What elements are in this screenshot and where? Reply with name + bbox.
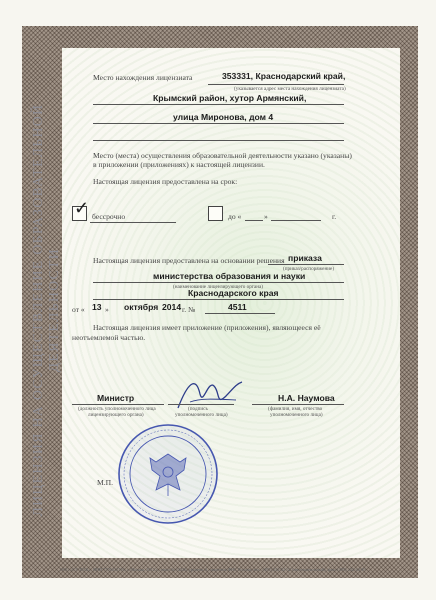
checkmark-icon: ✓ — [74, 198, 90, 218]
term-unlimited-label: бессрочно — [92, 212, 126, 221]
signature-underline — [168, 404, 234, 405]
basis-date-prefix: от « — [72, 305, 85, 314]
term-until-quote: » — [264, 212, 268, 221]
basis-doc-type: приказа — [288, 253, 322, 263]
stamp-place-mark: М.П. — [97, 478, 114, 487]
basis-day: 13 — [92, 302, 102, 312]
official-stamp — [116, 422, 220, 526]
basis-authority2: Краснодарского края — [188, 288, 279, 298]
location-underline1 — [208, 84, 344, 85]
term-until-year: г. — [332, 212, 337, 221]
location-line2: Крымский район, хутор Армянский, — [153, 93, 307, 103]
sign-caption1: (подпись — [188, 406, 208, 412]
signer-position: Министр — [97, 393, 135, 403]
basis-doc-underline — [268, 264, 344, 265]
location-label: Место нахождения лицензиата — [93, 73, 193, 82]
term-until-label: до « — [228, 212, 242, 221]
location-underline2 — [93, 104, 344, 105]
position-caption1: (должность уполномоченного лица — [78, 406, 156, 412]
basis-month: октября — [124, 302, 159, 312]
position-underline — [72, 404, 164, 405]
basis-number-underline — [205, 313, 275, 314]
basis-authority-underline1 — [93, 282, 344, 283]
basis-label: Настоящая лицензия предоставлена на основании решения — [93, 256, 285, 265]
location-caption: (указывается адрес места нахождения лицензиата) — [234, 86, 346, 92]
name-caption1: (фамилия, имя, отчество — [268, 406, 323, 412]
basis-authority-caption: (наименование лицензирующего органа) — [173, 284, 264, 290]
location-line1: 353331, Краснодарский край, — [222, 71, 346, 81]
name-caption2: уполномоченного лица) — [270, 412, 323, 418]
signer-name: Н.А. Наумова — [278, 393, 335, 403]
basis-doc-caption: (приказ/распоряжение) — [283, 266, 335, 272]
basis-number: 4511 — [228, 302, 247, 312]
term-unlimited-underline — [90, 222, 176, 223]
basis-year: 2014 — [162, 302, 182, 312]
activity-place-line1: Место (места) осуществления образовательной деятельности указано (указаны) — [93, 151, 352, 160]
handwritten-signature — [170, 372, 250, 414]
location-underline3 — [93, 123, 344, 124]
location-underline4 — [93, 140, 344, 141]
activity-place-line2: в приложении (приложениях) к настоящей лицензии. — [93, 160, 265, 169]
position-caption2: лицензирующего органа) — [88, 412, 144, 418]
until-checkbox — [208, 206, 223, 221]
appendix-line2: неотъемлемой частью. — [72, 333, 146, 342]
basis-day-close: » — [105, 305, 109, 314]
appendix-line1: Настоящая лицензия имеет приложение (приложения), являющееся её — [93, 323, 321, 332]
basis-authority1: министерства образования и науки — [153, 271, 306, 281]
term-day-underline — [245, 220, 263, 221]
printer-footer: ООО «СТ-ПАК», ИНН 7706412716, г. Москва, 2012 г., заказ № 14446, уровень А, лицензия ФНС России, тел.: (495) 232-52-32 (многоканальный), факс (495) 232-44-49 — [60, 567, 366, 572]
term-label: Настоящая лицензия предоставлена на срок: — [93, 177, 238, 186]
basis-authority-underline2 — [93, 299, 344, 300]
basis-year-suffix: г. № — [182, 305, 196, 314]
sign-caption2: уполномоченного лица) — [175, 412, 228, 418]
location-line3: улица Миронова, дом 4 — [173, 112, 274, 122]
side-title: ЛИЦЕНЗИЯ НА ОСУЩЕСТВЛЕНИЕ ОБРАЗОВАТЕЛЬНОЙ ДЕЯТЕЛЬНОСТИ — [30, 103, 61, 517]
name-underline — [252, 404, 344, 405]
term-month-underline — [271, 220, 321, 221]
